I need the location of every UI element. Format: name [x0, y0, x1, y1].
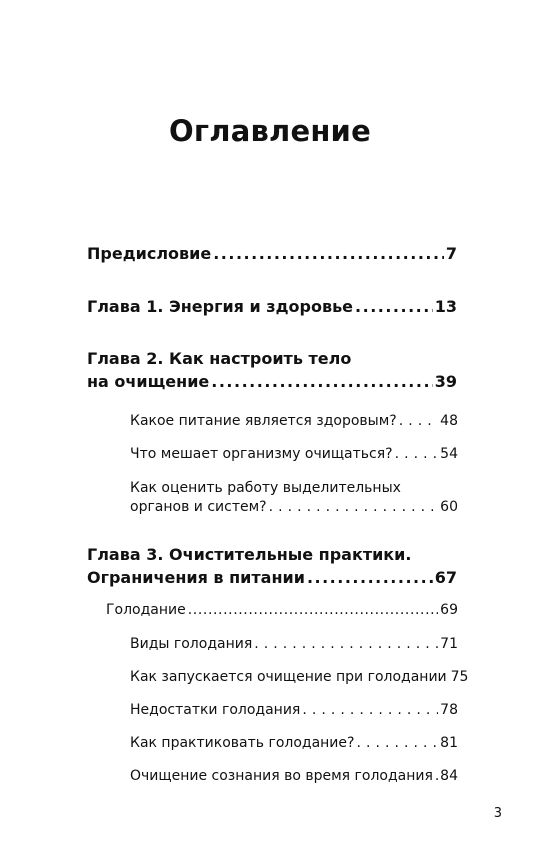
toc-leader-dots: [356, 735, 438, 751]
toc-leader-dots: [355, 297, 433, 316]
toc-entry-page: 78: [440, 702, 458, 718]
toc-entry-fasting-cleansing-start[interactable]: [130, 669, 469, 685]
toc-leader-dots: [307, 568, 433, 587]
toc-entry-title: Как запускается очищение при голодании: [130, 669, 447, 685]
page-title: Оглавление: [169, 114, 371, 148]
toc-entry-chapter-3-line-1[interactable]: Глава 3. Очистительные практики.: [87, 545, 412, 564]
toc-leader-dots: [254, 636, 438, 652]
toc-entry-title: Предисловие: [87, 244, 212, 263]
toc-entry-page: 67: [434, 568, 457, 587]
toc-entry-page: 75: [450, 669, 469, 685]
toc-entry-page: 7: [445, 244, 457, 263]
toc-entry-chapter-2-line-1[interactable]: Глава 2. Как настроить тело: [87, 349, 352, 368]
toc-entry-title: Ограничения в питании: [87, 568, 305, 587]
toc-entry-excretory-line-1[interactable]: Как оценить работу выделительных: [130, 480, 401, 496]
toc-entry-title: Какое питание является здоровым?: [130, 413, 397, 429]
toc-entry-page: 48: [440, 413, 458, 429]
toc-entry-title: на очищение: [87, 372, 210, 391]
toc-entry-chapter-3[interactable]: [87, 568, 457, 587]
toc-entry-title: Как практиковать голодание?: [130, 735, 355, 751]
toc-entry-mind-cleansing[interactable]: [130, 768, 458, 784]
toc-leader-dots: [399, 413, 438, 429]
page-number: 3: [493, 806, 502, 821]
toc-entry-page: 39: [434, 372, 457, 391]
toc-entry-chapter-1[interactable]: [87, 297, 457, 316]
toc-entry-fasting-drawbacks[interactable]: [130, 702, 458, 718]
toc-entry-fasting-practice[interactable]: [130, 735, 458, 751]
toc-entry-page: 69: [440, 602, 458, 618]
toc-entry-page: 60: [440, 499, 458, 515]
toc-entry-page: 84: [440, 768, 458, 784]
toc-entry-cleansing-obstacles[interactable]: [130, 446, 458, 462]
toc-entry-page: 13: [434, 297, 457, 316]
toc-entry-title: Виды голодания: [130, 636, 253, 652]
toc-leader-dots: [213, 244, 444, 263]
toc-leader-dots: [302, 702, 438, 718]
toc-leader-dots: [211, 372, 432, 391]
toc-entry-excretory[interactable]: [130, 499, 458, 515]
toc-entry-title: органов и систем?: [130, 499, 267, 515]
toc-entry-title: Недостатки голодания: [130, 702, 301, 718]
toc-leader-dots: [395, 446, 439, 462]
toc-entry-preface[interactable]: [87, 244, 457, 263]
toc-entry-fasting-types[interactable]: [130, 636, 458, 652]
toc-entry-healthy-food[interactable]: [130, 413, 458, 429]
toc-leader-dots: [269, 499, 439, 515]
toc-leader-dots: [435, 768, 438, 784]
toc-entry-page: 54: [440, 446, 458, 462]
toc-entry-title: Что мешает организму очищаться?: [130, 446, 393, 462]
toc-entry-title: Голодание: [106, 602, 186, 618]
toc-entry-page: 71: [440, 636, 458, 652]
toc-entry-fasting[interactable]: [106, 602, 458, 618]
toc-leader-dots: [188, 602, 438, 618]
toc-entry-page: 81: [440, 735, 458, 751]
toc-entry-chapter-2[interactable]: [87, 372, 457, 391]
toc-entry-title: Глава 1. Энергия и здоровье: [87, 297, 354, 316]
toc-entry-title: Очищение сознания во время голодания: [130, 768, 433, 784]
